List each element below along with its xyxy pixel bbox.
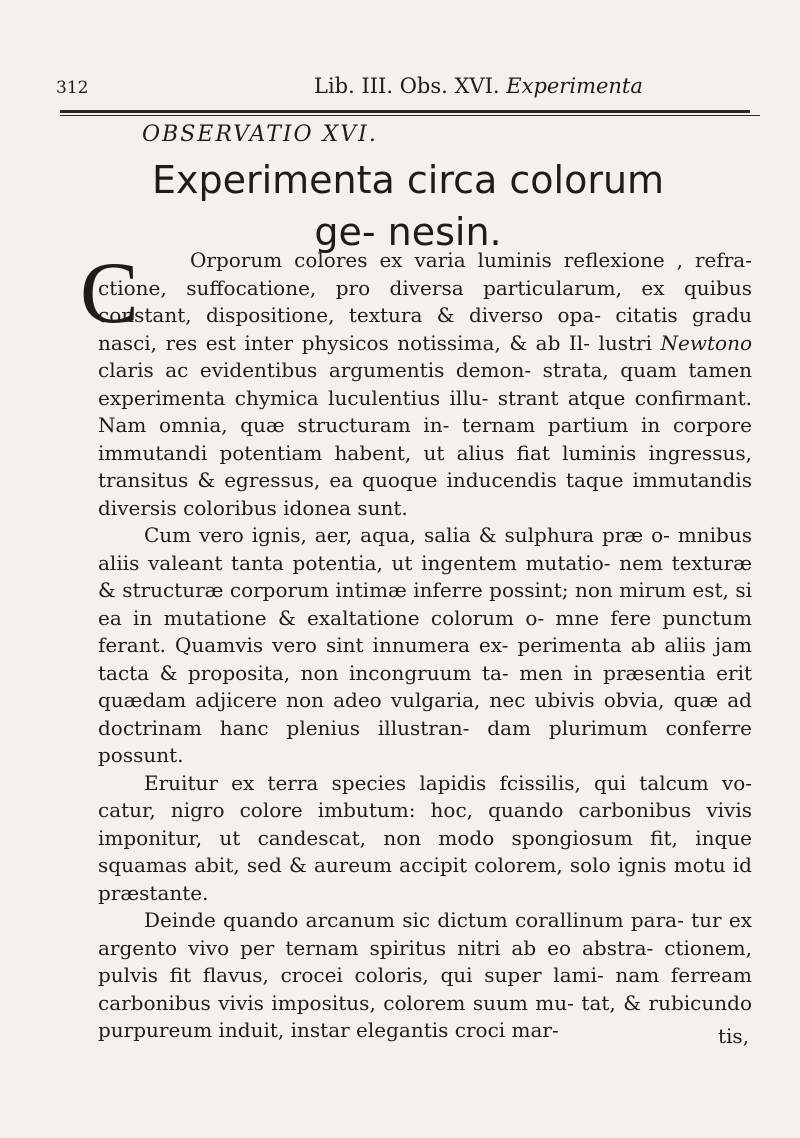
paragraph-3: Eruitur ex terra species lapidis fcissilis, qui talcum vo- catur, nigro colore imbutum: hoc, quando carbonibus vivis imponitur, ut candescat, non modo spongiosum fit, inque squamas abit, sed & aureum accipit colorem, solo ignis motu id præstante. xyxy=(98,770,752,905)
body-text xyxy=(98,247,752,1045)
header-rule-thin xyxy=(60,115,760,116)
paragraph-1-text-a: Orporum colores ex varia luminis reflexione , refra- ctione, suffocatione, pro diversa particularum, ex quibus constant, dispositione, textura & diverso opa- citatis gradu nasci, res est inter physicos notissima, & ab Il- lustri xyxy=(98,248,752,355)
paragraph-1-italic: Newtono xyxy=(660,330,752,355)
paragraph-1-text-b: claris ac evidentibus argumentis demon- strata, quam tamen experimenta chymica luculentius illu- strant atque confirmant. Nam omnia, quæ structuram in- ternam partium in corpore immutandi potentiam habent, ut alius fiat luminis ingressus, transitus & egressus, ea quoque inducendis taque immutandis diversis coloribus idonea sunt. xyxy=(98,358,752,520)
paragraph-2: Cum vero ignis, aer, aqua, salia & sulphura præ o- mnibus aliis valeant tanta potentia, ut ingentem mutatio- nem texturæ & structuræ corporum intimæ inferre possint; non mirum est, si ea in mutatione & exaltatione colorum o- mne fere punctum ferant. Quamvis vero sint innumera ex- perimenta ab aliis jam tacta & proposita, non incongruum ta- men in præsentia erit quædam adjicere non adeo vulgaria, nec ubivis obvia, quæ ad doctrinam hanc plenius illustran- dam plurimum conferre possunt. xyxy=(98,523,752,767)
section-label: OBSERVATIO XVI. xyxy=(142,122,378,147)
header-rule xyxy=(60,110,750,113)
chapter-title: Experimenta circa colorum ge- nesin. xyxy=(151,158,665,254)
running-head-italic: Experimenta xyxy=(506,74,643,98)
page-number: 312 xyxy=(56,78,89,98)
paragraph-1 xyxy=(98,247,752,522)
page-header xyxy=(56,74,756,104)
catchword: tis, xyxy=(718,1024,750,1048)
running-head-text: Lib. III. Obs. XVI. xyxy=(314,74,500,98)
running-head xyxy=(314,74,643,98)
paragraph-4: Deinde quando arcanum sic dictum corallinum para- tur ex argento vivo per ternam spiritus nitri ab eo abstra- ctionem, pulvis fit flavus, crocei coloris, qui super lami- nam ferream carbonibus vivis impositus, colorem suum mu- tat, & rubicundo purpureum induit, instar elegantis croci mar- xyxy=(98,908,752,1042)
drop-cap: C xyxy=(80,245,139,342)
